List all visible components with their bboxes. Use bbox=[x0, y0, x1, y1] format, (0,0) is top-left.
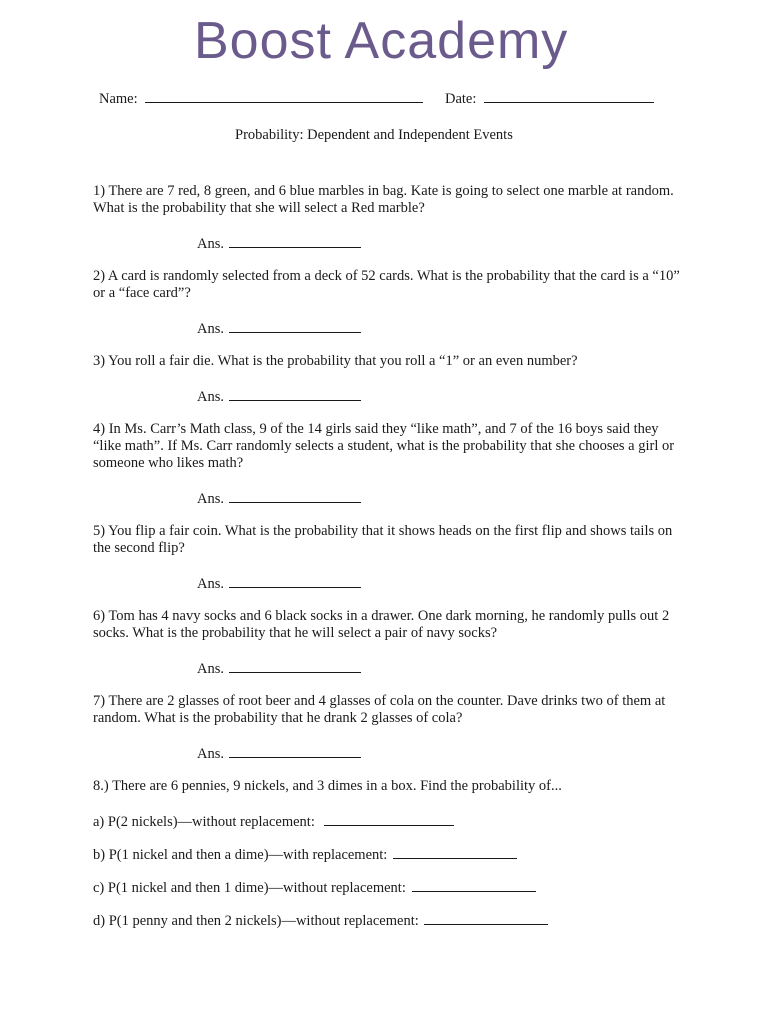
name-field[interactable] bbox=[99, 89, 423, 108]
answer-label: Ans. bbox=[197, 746, 224, 762]
question-1: 1) There are 7 red, 8 green, and 6 blue marbles in bag. Kate is going to select one marble at random. What is the probability that she will select a Red marble? bbox=[93, 183, 674, 216]
answer-blank[interactable] bbox=[229, 489, 361, 503]
answer-line-3[interactable] bbox=[197, 387, 361, 406]
question-2: 2) A card is randomly selected from a deck of 52 cards. What is the probability that the card is a “10” or a “face card”? bbox=[93, 268, 680, 301]
answer-line-2[interactable] bbox=[197, 319, 361, 338]
answer-blank[interactable] bbox=[393, 845, 517, 859]
answer-line-5[interactable] bbox=[197, 574, 361, 593]
answer-blank[interactable] bbox=[229, 574, 361, 588]
name-label: Name: bbox=[99, 91, 138, 107]
question-8: 8.) There are 6 pennies, 9 nickels, and 3 dimes in a box. Find the probability of... bbox=[93, 778, 562, 794]
name-blank[interactable] bbox=[145, 89, 423, 103]
answer-label: Ans. bbox=[197, 576, 224, 592]
question-6: 6) Tom has 4 navy socks and 6 black socks in a drawer. One dark morning, he randomly pulls out 2 socks. What is the probability that he will select a pair of navy socks? bbox=[93, 608, 670, 641]
part-label: d) P(1 penny and then 2 nickels)—without replacement: bbox=[93, 913, 419, 929]
answer-blank[interactable] bbox=[229, 319, 361, 333]
question-7: 7) There are 2 glasses of root beer and 4 glasses of cola on the counter. Dave drinks two of them at random. What is the probability that he drank 2 glasses of cola? bbox=[93, 693, 666, 726]
question-4: 4) In Ms. Carr’s Math class, 9 of the 14 girls said they “like math”, and 7 of the 16 boys said they “like math”. If Ms. Carr randomly selects a student, what is the probability that she chooses a girl or someone who likes math? bbox=[93, 421, 675, 471]
answer-blank[interactable] bbox=[424, 911, 548, 925]
answer-blank[interactable] bbox=[229, 387, 361, 401]
question-8a[interactable] bbox=[93, 812, 454, 831]
answer-label: Ans. bbox=[197, 661, 224, 677]
answer-line-1[interactable] bbox=[197, 234, 361, 253]
date-blank[interactable] bbox=[484, 89, 654, 103]
answer-blank[interactable] bbox=[229, 234, 361, 248]
question-8b[interactable] bbox=[93, 845, 517, 864]
part-label: c) P(1 nickel and then 1 dime)—without replacement: bbox=[93, 880, 406, 896]
question-8c[interactable] bbox=[93, 878, 536, 897]
answer-blank[interactable] bbox=[412, 878, 536, 892]
brand-logo bbox=[194, 8, 694, 74]
answer-line-6[interactable] bbox=[197, 659, 361, 678]
answer-label: Ans. bbox=[197, 491, 224, 507]
answer-blank[interactable] bbox=[229, 744, 361, 758]
page-title: Probability: Dependent and Independent Events bbox=[235, 127, 513, 143]
part-label: a) P(2 nickels)—without replacement: bbox=[93, 814, 315, 830]
date-field[interactable] bbox=[445, 89, 654, 108]
date-label: Date: bbox=[445, 91, 477, 107]
question-8d[interactable] bbox=[93, 911, 548, 930]
part-label: b) P(1 nickel and then a dime)—with replacement: bbox=[93, 847, 388, 863]
answer-label: Ans. bbox=[197, 389, 224, 405]
answer-blank[interactable] bbox=[229, 659, 361, 673]
logo-text: Boost Academy bbox=[194, 12, 569, 70]
answer-blank[interactable] bbox=[324, 812, 454, 826]
answer-line-4[interactable] bbox=[197, 489, 361, 508]
answer-line-7[interactable] bbox=[197, 744, 361, 763]
answer-label: Ans. bbox=[197, 236, 224, 252]
question-3: 3) You roll a fair die. What is the probability that you roll a “1” or an even number? bbox=[93, 353, 578, 369]
question-5: 5) You flip a fair coin. What is the probability that it shows heads on the first flip and shows tails on the second flip? bbox=[93, 523, 673, 556]
answer-label: Ans. bbox=[197, 321, 224, 337]
